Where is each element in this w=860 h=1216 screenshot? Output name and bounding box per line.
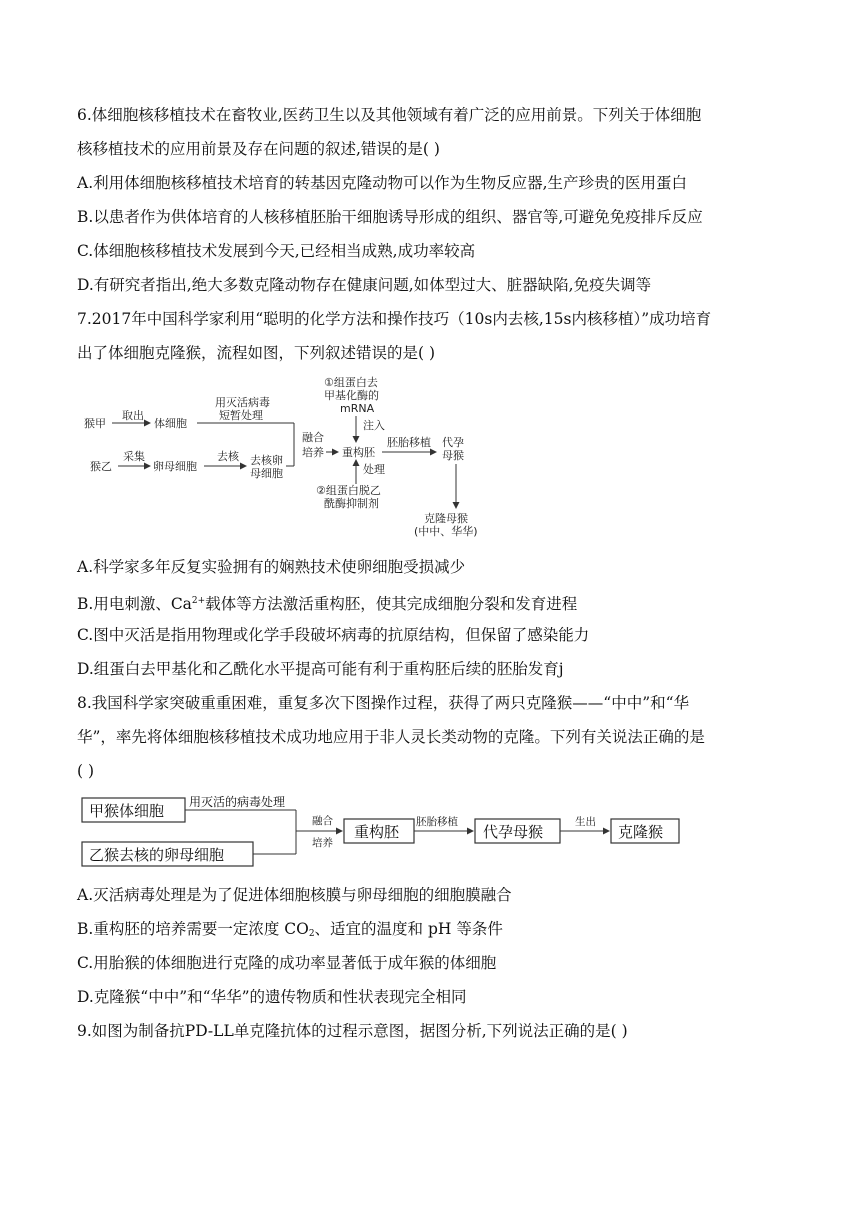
q7-somatic-cell-label: 体细胞 xyxy=(154,417,187,430)
q7-collect-label: 采集 xyxy=(123,450,145,463)
q8-option-b-post: 、适宜的温度和 pH 等条件 xyxy=(314,920,503,938)
q7-fuse-label-2: 培养 xyxy=(302,446,324,459)
q6-option-c: C.体细胞核移植技术发展到今天,已经相当成熟,成功率较高 xyxy=(77,242,476,260)
q7-option-b-sup: 2+ xyxy=(191,596,206,606)
q7-inject-label: 注入 xyxy=(363,419,385,432)
q8-option-b xyxy=(77,918,503,945)
q8-option-b-sub: 2 xyxy=(308,929,315,939)
q7-monkey-a-label: 猴甲 xyxy=(84,417,106,430)
q7-option-b xyxy=(77,590,577,615)
q7-option-b-post: 载体等方法激活重构胚，使其完成细胞分裂和发育进程 xyxy=(205,595,578,613)
q7-virus-label-2: 短暂处理 xyxy=(219,409,263,422)
q7-surrogate-label-1: 代孕 xyxy=(442,436,464,449)
q7-flow-diagram xyxy=(80,372,500,542)
q7-note2-line1: ②组蛋白脱乙 xyxy=(316,484,381,497)
q7-note1-line1: ①组蛋白去 xyxy=(324,376,378,389)
q7-enucleated-label-2: 母细胞 xyxy=(250,467,283,480)
q6-stem-line2: 核移植技术的应用前景及存在问题的叙述,错误的是( ) xyxy=(77,140,440,158)
q8-option-a: A.灭活病毒处理是为了促进体细胞核膜与卵母细胞的细胞膜融合 xyxy=(77,886,512,904)
q7-reconstructed-label: 重构胚 xyxy=(342,446,375,459)
q7-fuse-label-1: 融合 xyxy=(302,431,324,444)
q8-option-b-pre: B.重构胚的培养需要一定浓度 CO xyxy=(77,920,309,938)
q7-transfer-label: 胚胎移植 xyxy=(387,436,431,449)
q8-stem-line1: 8.我国科学家突破重重困难，重复多次下图操作过程，获得了两只克隆猴——“中中”和“华 xyxy=(77,694,690,712)
q7-note1-line3: mRNA xyxy=(340,402,375,415)
q8-culture-label: 培养 xyxy=(312,837,333,849)
q7-stem-line2: 出了体细胞克隆猴，流程如图，下列叙述错误的是( ) xyxy=(77,344,436,362)
q8-virus-label: 用灭活的病毒处理 xyxy=(189,795,286,809)
q8-box4-text: 代孕母猴 xyxy=(483,823,544,841)
q8-stem-line2: 华”，率先将体细胞核移植技术成功地应用于非人灵长类动物的克隆。下列有关说法正确的是 xyxy=(77,728,705,746)
q7-note2-line2: 酰酶抑制剂 xyxy=(324,497,379,510)
q7-clone-label-1: 克隆母猴 xyxy=(424,512,468,525)
q7-virus-label-1: 用灭活病毒 xyxy=(215,396,270,409)
q7-note1-line2: 甲基化酶的 xyxy=(324,389,379,402)
q6-stem-line1: 6.体细胞核移植技术在畜牧业,医药卫生以及其他领域有着广泛的应用前景。下列关于体细胞 xyxy=(77,106,702,124)
q8-transfer-label: 胚胎移植 xyxy=(416,816,458,828)
q7-option-a: A.科学家多年反复实验拥有的娴熟技术使卵细胞受损减少 xyxy=(77,558,466,576)
q6-option-d: D.有研究者指出,绝大多数克隆动物存在健康问题,如体型过大、脏器缺陷,免疫失调等 xyxy=(77,276,652,294)
q7-option-d: D.组蛋白去甲基化和乙酰化水平提高可能有利于重构胚后续的胚胎发育j xyxy=(77,660,564,678)
q7-clone-label-2: (中中、华华) xyxy=(414,525,478,538)
q9-stem-line1: 9.如图为制备抗PD-LL单克隆抗体的过程示意图，据图分析,下列说法正确的是( ) xyxy=(77,1022,628,1040)
q7-stem-line1: 7.2017年中国科学家利用“聪明的化学方法和操作技巧（10s内去核,15s内核移植）”成功培育 xyxy=(77,310,712,328)
q8-stem-line3: ( ) xyxy=(77,762,95,780)
q8-box1-text: 甲猴体细胞 xyxy=(89,802,165,820)
q7-enucleated-label-1: 去核卵 xyxy=(250,454,283,467)
q8-birth-label: 生出 xyxy=(575,816,596,828)
q8-box5-text: 克隆猴 xyxy=(618,823,664,841)
q8-box2-text: 乙猴去核的卵母细胞 xyxy=(89,846,225,864)
q7-option-c: C.图中灭活是指用物理或化学手段破坏病毒的抗原结构，但保留了感染能力 xyxy=(77,626,590,644)
q7-enucleate-label: 去核 xyxy=(217,450,239,463)
q7-extract-label: 取出 xyxy=(122,409,144,422)
q7-option-b-pre: B.用电刺激、Ca xyxy=(77,595,192,613)
q7-surrogate-label-2: 母猴 xyxy=(442,449,464,462)
q6-option-a: A.利用体细胞核移植技术培育的转基因克隆动物可以作为生物反应器,生产珍贵的医用蛋白 xyxy=(77,174,688,192)
q8-option-c: C.用胎猴的体细胞进行克隆的成功率显著低于成年猴的体细胞 xyxy=(77,954,497,972)
q6-option-b: B.以患者作为供体培育的人核移植胚胎干细胞诱导形成的组织、器官等,可避免免疫排斥反应 xyxy=(77,208,703,226)
q8-option-d: D.克隆猴“中中”和“华华”的遗传物质和性状表现完全相同 xyxy=(77,988,467,1006)
q8-box3-text: 重构胚 xyxy=(354,823,400,841)
q8-flow-diagram xyxy=(78,790,688,870)
q7-treat-label: 处理 xyxy=(363,463,385,476)
q8-fuse-label: 融合 xyxy=(312,815,333,827)
q7-monkey-b-label: 猴乙 xyxy=(90,460,112,473)
q7-oocyte-label: 卵母细胞 xyxy=(153,460,197,473)
